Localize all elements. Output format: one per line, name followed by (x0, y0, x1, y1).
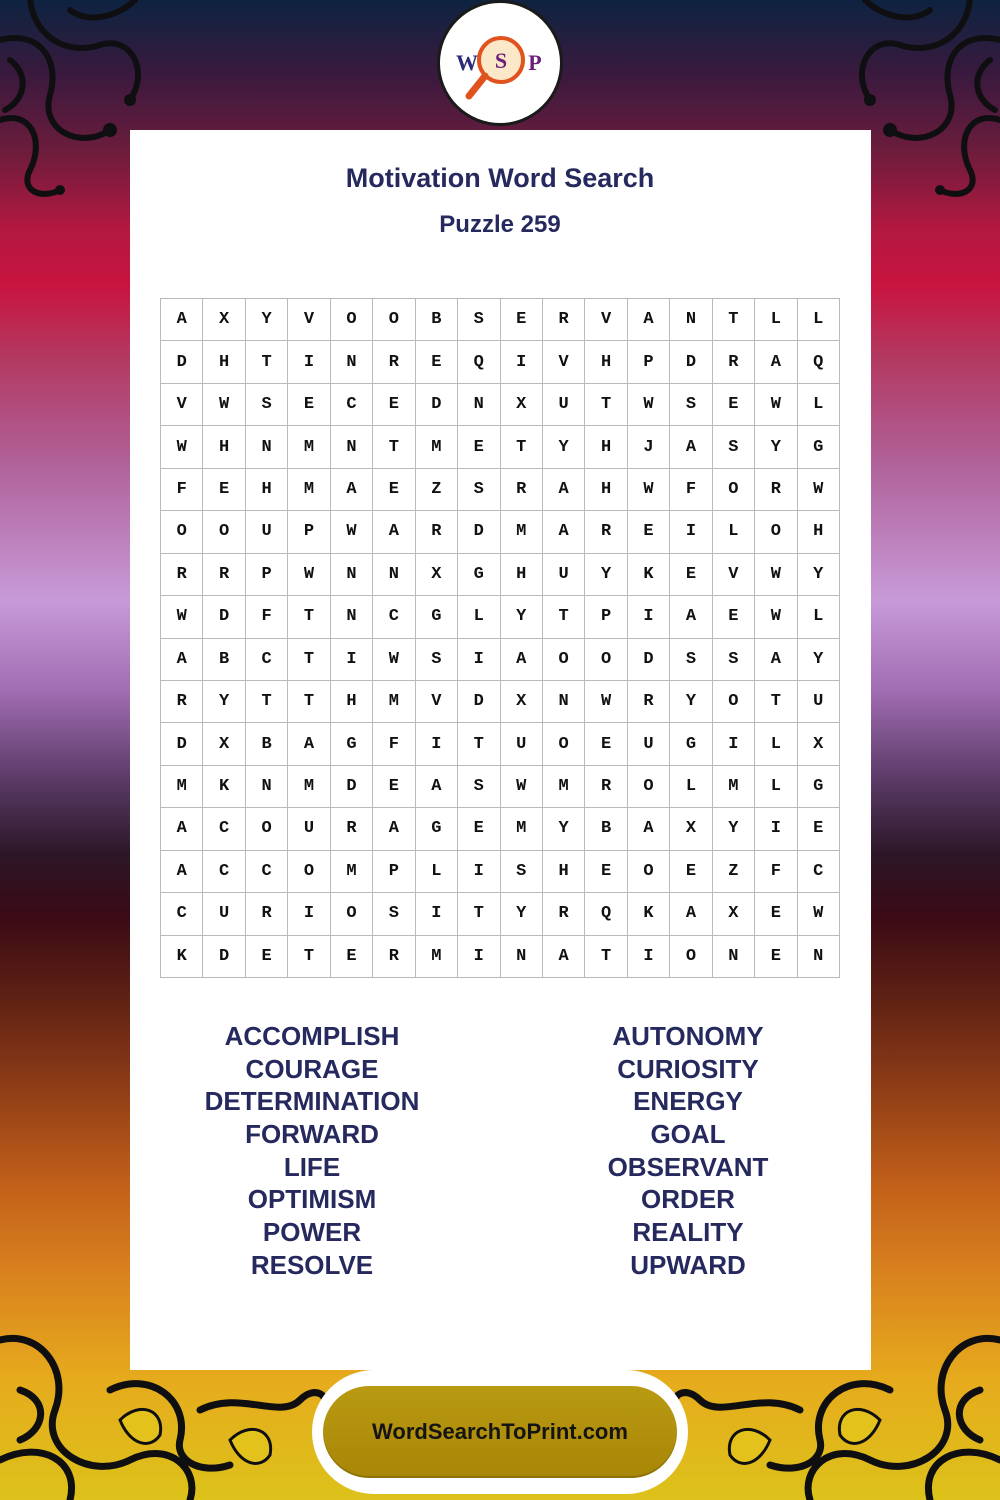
grid-cell: D (458, 511, 500, 553)
grid-cell: A (628, 808, 670, 850)
grid-cell: Y (798, 554, 840, 596)
word-list-item: LIFE (283, 1151, 341, 1182)
grid-cell: S (670, 639, 712, 681)
grid-cell: E (501, 299, 543, 341)
grid-cell: M (288, 426, 330, 468)
grid-cell: I (288, 341, 330, 383)
grid-cell: R (585, 511, 627, 553)
grid-cell: O (288, 851, 330, 893)
grid-cell: A (161, 851, 203, 893)
grid-cell: T (543, 596, 585, 638)
grid-cell: Y (501, 596, 543, 638)
grid-cell: O (331, 299, 373, 341)
grid-cell: C (798, 851, 840, 893)
grid-cell: S (501, 851, 543, 893)
grid-cell: L (458, 596, 500, 638)
grid-cell: W (585, 681, 627, 723)
grid-cell: S (373, 893, 415, 935)
grid-cell: I (501, 341, 543, 383)
magnifier-icon (445, 8, 555, 118)
grid-cell: A (543, 469, 585, 511)
grid-cell: C (161, 893, 203, 935)
grid-cell: R (203, 554, 245, 596)
grid-cell: T (585, 936, 627, 978)
grid-cell: U (543, 554, 585, 596)
grid-cell: P (585, 596, 627, 638)
grid-cell: S (458, 299, 500, 341)
grid-cell: T (246, 341, 288, 383)
grid-cell: T (585, 384, 627, 426)
grid-cell: C (203, 851, 245, 893)
grid-cell: N (246, 426, 288, 468)
grid-cell: N (670, 299, 712, 341)
grid-cell: E (755, 936, 797, 978)
grid-cell: W (755, 554, 797, 596)
grid-cell: X (501, 681, 543, 723)
grid-cell: O (246, 808, 288, 850)
grid-cell: R (246, 893, 288, 935)
grid-cell: R (628, 681, 670, 723)
grid-cell: C (373, 596, 415, 638)
grid-cell: I (458, 639, 500, 681)
grid-cell: M (288, 469, 330, 511)
grid-cell: A (670, 426, 712, 468)
grid-cell: O (713, 469, 755, 511)
grid-cell: Z (713, 851, 755, 893)
grid-cell: A (161, 299, 203, 341)
grid-cell: L (670, 766, 712, 808)
grid-cell: V (416, 681, 458, 723)
grid-cell: O (203, 511, 245, 553)
grid-cell: B (203, 639, 245, 681)
grid-cell: M (373, 681, 415, 723)
grid-cell: O (585, 639, 627, 681)
grid-cell: Y (246, 299, 288, 341)
grid-cell: T (755, 681, 797, 723)
grid-cell: A (501, 639, 543, 681)
grid-cell: H (246, 469, 288, 511)
wsp-logo (437, 0, 563, 126)
grid-cell: Y (585, 554, 627, 596)
grid-cell: D (203, 596, 245, 638)
grid-cell: E (458, 426, 500, 468)
grid-cell: E (288, 384, 330, 426)
logo-letter-p: P (528, 50, 542, 75)
grid-cell: I (288, 893, 330, 935)
grid-cell: L (416, 851, 458, 893)
grid-cell: A (288, 723, 330, 765)
grid-cell: X (713, 893, 755, 935)
grid-cell: V (585, 299, 627, 341)
grid-cell: P (373, 851, 415, 893)
grid-cell: O (373, 299, 415, 341)
grid-cell: P (288, 511, 330, 553)
word-list-item: DETERMINATION (204, 1086, 420, 1117)
grid-cell: E (798, 808, 840, 850)
grid-cell: A (331, 469, 373, 511)
grid-cell: T (246, 681, 288, 723)
grid-cell: A (543, 511, 585, 553)
grid-cell: O (670, 936, 712, 978)
grid-cell: M (501, 511, 543, 553)
grid-cell: N (543, 681, 585, 723)
grid-cell: A (670, 596, 712, 638)
grid-cell: G (798, 766, 840, 808)
grid-cell: R (755, 469, 797, 511)
grid-cell: A (543, 936, 585, 978)
grid-cell: D (458, 681, 500, 723)
grid-cell: N (246, 766, 288, 808)
grid-cell: O (628, 851, 670, 893)
grid-cell: E (585, 723, 627, 765)
grid-cell: U (203, 893, 245, 935)
grid-cell: W (628, 384, 670, 426)
grid-cell: E (458, 808, 500, 850)
grid-cell: R (543, 299, 585, 341)
grid-cell: N (373, 554, 415, 596)
grid-cell: H (203, 426, 245, 468)
grid-cell: M (416, 936, 458, 978)
grid-cell: X (203, 723, 245, 765)
grid-cell: Y (670, 681, 712, 723)
grid-cell: K (203, 766, 245, 808)
grid-cell: E (713, 596, 755, 638)
grid-cell: F (755, 851, 797, 893)
grid-cell: G (458, 554, 500, 596)
grid-cell: H (585, 426, 627, 468)
grid-cell: C (203, 808, 245, 850)
grid-cell: D (416, 384, 458, 426)
grid-cell: H (798, 511, 840, 553)
grid-cell: Q (585, 893, 627, 935)
grid-cell: V (543, 341, 585, 383)
grid-cell: O (713, 681, 755, 723)
grid-cell: E (331, 936, 373, 978)
grid-cell: H (585, 469, 627, 511)
grid-cell: E (713, 384, 755, 426)
word-list-item: UPWARD (630, 1249, 746, 1280)
grid-cell: W (288, 554, 330, 596)
grid-cell: S (670, 384, 712, 426)
grid-cell: V (713, 554, 755, 596)
word-list-left (132, 1020, 492, 1282)
grid-cell: Q (798, 341, 840, 383)
grid-cell: D (331, 766, 373, 808)
grid-cell: S (713, 639, 755, 681)
grid-cell: N (331, 426, 373, 468)
grid-cell: M (713, 766, 755, 808)
grid-cell: W (373, 639, 415, 681)
grid-cell: S (458, 766, 500, 808)
grid-cell: T (501, 426, 543, 468)
grid-cell: L (755, 766, 797, 808)
word-list-item: AUTONOMY (612, 1021, 764, 1051)
grid-cell: L (755, 723, 797, 765)
grid-cell: Y (755, 426, 797, 468)
grid-cell: I (458, 936, 500, 978)
word-list-item: FORWARD (245, 1119, 379, 1150)
grid-cell: M (161, 766, 203, 808)
grid-cell: A (755, 341, 797, 383)
grid-cell: I (331, 639, 373, 681)
grid-cell: A (416, 766, 458, 808)
grid-cell: D (628, 639, 670, 681)
grid-cell: S (416, 639, 458, 681)
grid-cell: F (373, 723, 415, 765)
grid-cell: Y (798, 639, 840, 681)
grid-cell: I (416, 893, 458, 935)
grid-cell: U (501, 723, 543, 765)
grid-cell: G (416, 596, 458, 638)
grid-cell: X (416, 554, 458, 596)
grid-cell: E (755, 893, 797, 935)
grid-cell: R (713, 341, 755, 383)
grid-cell: E (628, 511, 670, 553)
word-list-item: RESOLVE (250, 1249, 374, 1280)
grid-cell: D (161, 723, 203, 765)
grid-cell: X (501, 384, 543, 426)
grid-cell: F (670, 469, 712, 511)
grid-cell: O (755, 511, 797, 553)
grid-cell: I (755, 808, 797, 850)
grid-cell: H (331, 681, 373, 723)
grid-cell: L (713, 511, 755, 553)
grid-cell: U (628, 723, 670, 765)
grid-cell: N (331, 596, 373, 638)
grid-cell: R (373, 341, 415, 383)
grid-cell: B (585, 808, 627, 850)
grid-cell: A (670, 893, 712, 935)
grid-cell: S (458, 469, 500, 511)
grid-cell: T (288, 681, 330, 723)
grid-cell: V (288, 299, 330, 341)
grid-cell: V (161, 384, 203, 426)
grid-cell: U (246, 511, 288, 553)
grid-cell: H (585, 341, 627, 383)
grid-cell: O (628, 766, 670, 808)
grid-cell: N (331, 554, 373, 596)
word-list-item: COURAGE (245, 1053, 379, 1084)
grid-cell: N (798, 936, 840, 978)
grid-cell: B (246, 723, 288, 765)
page-title: Motivation Word Search (345, 163, 655, 193)
grid-cell: M (543, 766, 585, 808)
grid-cell: Y (543, 808, 585, 850)
grid-cell: Y (543, 426, 585, 468)
grid-cell: G (670, 723, 712, 765)
grid-cell: A (628, 299, 670, 341)
grid-cell: N (331, 341, 373, 383)
grid-cell: K (161, 936, 203, 978)
grid-cell: W (798, 469, 840, 511)
grid-cell: W (501, 766, 543, 808)
word-list-item: ENERGY (633, 1086, 743, 1117)
grid-cell: M (416, 426, 458, 468)
grid-cell: I (713, 723, 755, 765)
grid-cell: W (161, 596, 203, 638)
grid-cell: K (628, 554, 670, 596)
grid-cell: I (628, 596, 670, 638)
letter-grid (160, 298, 840, 978)
grid-cell: F (246, 596, 288, 638)
grid-cell: E (203, 469, 245, 511)
grid-cell: E (670, 554, 712, 596)
grid-cell: W (628, 469, 670, 511)
grid-cell: M (331, 851, 373, 893)
grid-cell: E (585, 851, 627, 893)
grid-cell: O (161, 511, 203, 553)
grid-cell: J (628, 426, 670, 468)
grid-cell: A (373, 808, 415, 850)
grid-cell: W (755, 384, 797, 426)
grid-cell: E (416, 341, 458, 383)
grid-cell: X (203, 299, 245, 341)
grid-cell: A (161, 808, 203, 850)
grid-cell: Y (203, 681, 245, 723)
word-list-item: ACCOMPLISH (224, 1021, 400, 1051)
word-list-item: ORDER (641, 1184, 735, 1215)
grid-cell: H (501, 554, 543, 596)
grid-cell: T (288, 936, 330, 978)
grid-cell: O (543, 639, 585, 681)
grid-cell: A (161, 639, 203, 681)
grid-cell: N (458, 384, 500, 426)
grid-cell: R (331, 808, 373, 850)
grid-cell: U (288, 808, 330, 850)
grid-cell: E (670, 851, 712, 893)
grid-cell: E (373, 766, 415, 808)
grid-cell: L (798, 299, 840, 341)
grid-cell: N (713, 936, 755, 978)
grid-cell: G (416, 808, 458, 850)
grid-cell: F (161, 469, 203, 511)
grid-cell: O (543, 723, 585, 765)
grid-cell: R (161, 681, 203, 723)
grid-cell: I (670, 511, 712, 553)
grid-cell: Y (713, 808, 755, 850)
grid-cell: R (585, 766, 627, 808)
grid-cell: A (373, 511, 415, 553)
grid-cell: M (501, 808, 543, 850)
grid-cell: G (798, 426, 840, 468)
grid-cell: K (628, 893, 670, 935)
grid-cell: E (246, 936, 288, 978)
grid-cell: T (713, 299, 755, 341)
grid-cell: T (458, 893, 500, 935)
grid-cell: L (755, 299, 797, 341)
grid-cell: W (161, 426, 203, 468)
word-list-right (508, 1020, 868, 1282)
grid-cell: X (670, 808, 712, 850)
grid-cell: W (755, 596, 797, 638)
grid-cell: A (755, 639, 797, 681)
grid-cell: C (246, 851, 288, 893)
logo-letter-s: S (494, 48, 508, 73)
word-list-item: OPTIMISM (247, 1184, 377, 1215)
grid-cell: E (373, 469, 415, 511)
puzzle-number: Puzzle 259 (439, 211, 561, 238)
word-list-item: GOAL (650, 1119, 726, 1150)
grid-cell: I (416, 723, 458, 765)
grid-cell: D (670, 341, 712, 383)
grid-cell: I (628, 936, 670, 978)
grid-cell: D (203, 936, 245, 978)
word-list-item: CURIOSITY (617, 1053, 759, 1084)
grid-cell: Q (458, 341, 500, 383)
grid-cell: R (161, 554, 203, 596)
word-list-item: POWER (262, 1217, 362, 1248)
grid-cell: P (246, 554, 288, 596)
grid-cell: Z (416, 469, 458, 511)
grid-cell: T (458, 723, 500, 765)
grid-cell: R (373, 936, 415, 978)
grid-cell: R (501, 469, 543, 511)
grid-cell: R (416, 511, 458, 553)
grid-cell: U (798, 681, 840, 723)
grid-cell: L (798, 596, 840, 638)
grid-cell: S (713, 426, 755, 468)
grid-cell: H (543, 851, 585, 893)
grid-cell: T (288, 596, 330, 638)
grid-cell: X (798, 723, 840, 765)
grid-cell: C (331, 384, 373, 426)
grid-cell: R (543, 893, 585, 935)
grid-cell: D (161, 341, 203, 383)
grid-cell: N (501, 936, 543, 978)
word-list-item: OBSERVANT (607, 1151, 769, 1182)
logo-letter-w: W (456, 50, 478, 75)
grid-cell: E (373, 384, 415, 426)
grid-cell: C (246, 639, 288, 681)
grid-cell: T (288, 639, 330, 681)
grid-cell: I (458, 851, 500, 893)
website-link-button[interactable]: WordSearchToPrint.com (323, 1386, 677, 1478)
grid-cell: M (288, 766, 330, 808)
grid-cell: O (331, 893, 373, 935)
grid-cell: Y (501, 893, 543, 935)
grid-cell: U (543, 384, 585, 426)
grid-cell: H (203, 341, 245, 383)
grid-cell: T (373, 426, 415, 468)
word-list-item: REALITY (632, 1217, 744, 1248)
grid-cell: P (628, 341, 670, 383)
grid-cell: W (331, 511, 373, 553)
grid-cell: B (416, 299, 458, 341)
grid-cell: G (331, 723, 373, 765)
grid-cell: W (203, 384, 245, 426)
grid-cell: S (246, 384, 288, 426)
grid-cell: W (798, 893, 840, 935)
grid-cell: L (798, 384, 840, 426)
